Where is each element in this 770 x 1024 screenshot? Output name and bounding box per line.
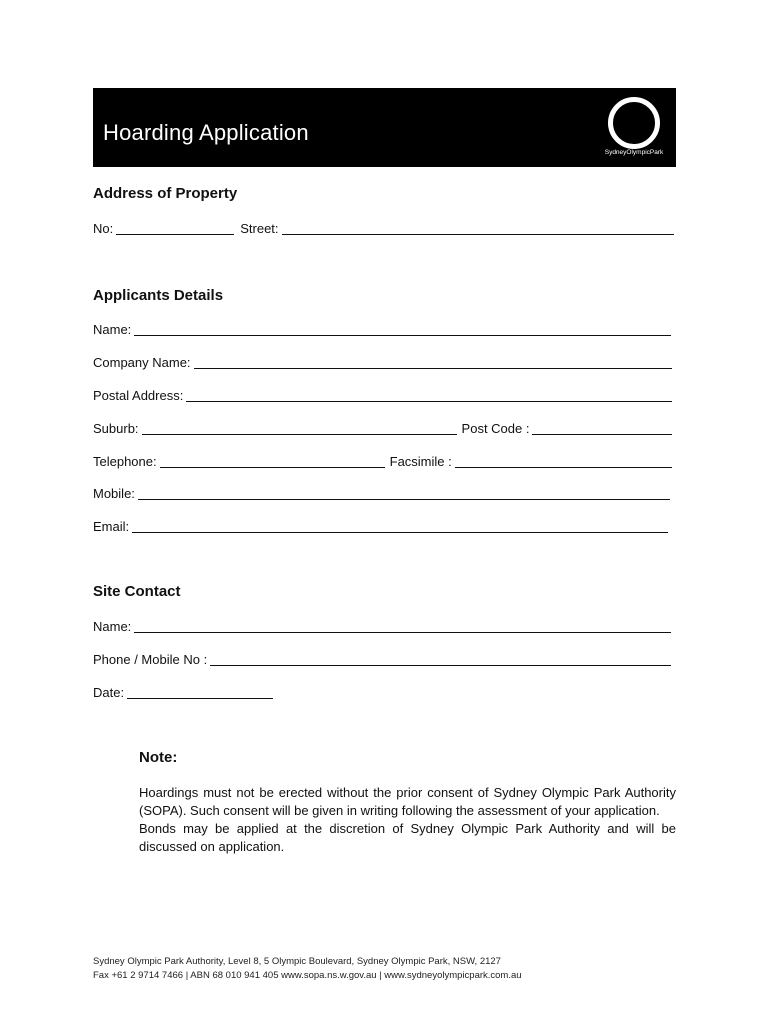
site-contact-name-label: Name: — [93, 619, 132, 634]
note-body — [139, 784, 676, 856]
suburb-label: Suburb: — [93, 421, 139, 436]
email-label: Email: — [93, 519, 130, 534]
postal-address-row — [93, 386, 672, 404]
postcode-field[interactable] — [532, 422, 672, 435]
phone-row — [93, 650, 671, 668]
company-name-field[interactable] — [194, 356, 672, 369]
applicant-name-label: Name: — [93, 322, 132, 337]
no-label: No: — [93, 221, 114, 236]
telephone-field[interactable] — [160, 455, 385, 468]
company-name-row — [93, 353, 672, 371]
suburb-row — [93, 419, 672, 437]
page-title: Hoarding Application — [103, 120, 309, 145]
applicant-name-row — [93, 320, 671, 338]
footer-address: Sydney Olympic Park Authority, Level 8, 5 Olympic Boulevard, Sydney Olympic Park, NSW, 2127 — [93, 956, 501, 967]
address-row — [93, 219, 674, 237]
street-label: Street: — [240, 221, 279, 236]
postal-address-field[interactable] — [186, 389, 672, 402]
facsimile-field[interactable] — [455, 455, 672, 468]
mobile-row — [93, 484, 670, 502]
telephone-row — [93, 452, 672, 470]
postcode-label: Post Code : — [461, 421, 530, 436]
applicant-name-field[interactable] — [134, 323, 671, 336]
site-contact-name-row — [93, 617, 671, 635]
phone-field[interactable] — [210, 653, 671, 666]
sydney-olympic-park-logo-icon — [608, 97, 660, 149]
applicant-heading: Applicants Details — [93, 287, 224, 304]
company-name-label: Company Name: — [93, 355, 191, 370]
note-paragraph-1: Hoardings must not be erected without the prior consent of Sydney Olympic Park Authority (SOPA). Such consent will be given in writing following the assessment of your application. — [139, 785, 676, 818]
suburb-field[interactable] — [142, 422, 457, 435]
logo-text: SydneyOlympicPark — [604, 149, 664, 156]
site-contact-name-field[interactable] — [134, 620, 671, 633]
email-row — [93, 517, 668, 535]
mobile-field[interactable] — [138, 487, 670, 500]
postal-address-label: Postal Address: — [93, 388, 184, 403]
header-banner — [93, 88, 676, 167]
date-label: Date: — [93, 685, 125, 700]
date-field[interactable] — [127, 686, 273, 699]
footer-contact: Fax +61 2 9714 7466 | ABN 68 010 941 405 www.sopa.ns.w.gov.au | www.sydneyolympicpark.com.au — [93, 970, 522, 981]
no-field[interactable] — [116, 222, 234, 235]
site-contact-heading: Site Contact — [93, 583, 181, 600]
facsimile-label: Facsimile : — [389, 454, 452, 469]
note-paragraph-2: Bonds may be applied at the discretion of Sydney Olympic Park Authority and will be discussed on application. — [139, 821, 676, 854]
street-field[interactable] — [282, 222, 674, 235]
date-row — [93, 683, 674, 701]
address-heading: Address of Property — [93, 185, 238, 202]
email-field[interactable] — [132, 520, 668, 533]
mobile-label: Mobile: — [93, 486, 135, 501]
note-heading: Note: — [139, 749, 178, 766]
phone-label: Phone / Mobile No : — [93, 652, 208, 667]
footer — [93, 955, 693, 983]
telephone-label: Telephone: — [93, 454, 157, 469]
